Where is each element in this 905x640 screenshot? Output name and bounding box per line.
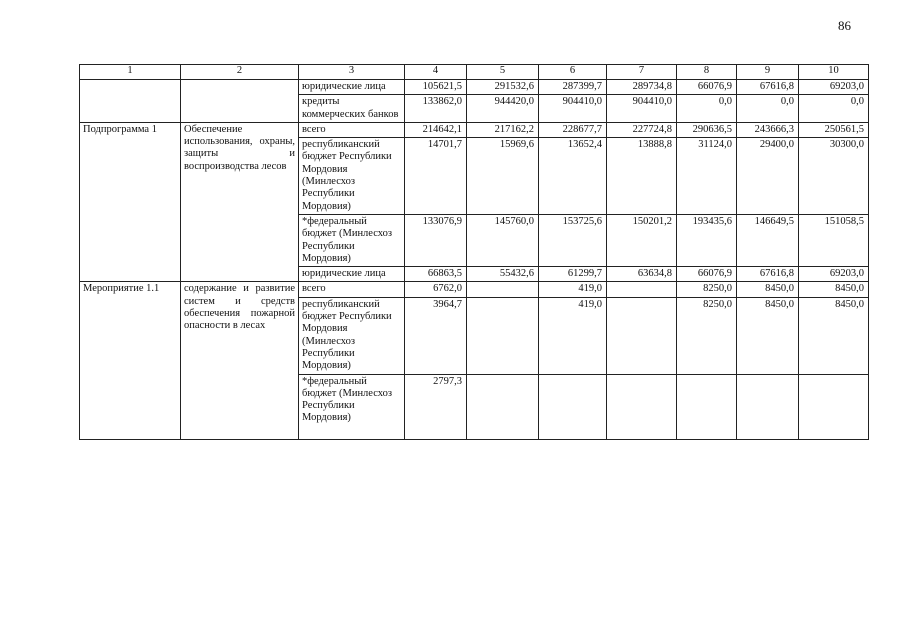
value-cell: 14701,7 [405, 138, 467, 215]
program-cell: Мероприятие 1.1 [80, 282, 181, 439]
value-cell: 146649,5 [737, 214, 799, 266]
value-cell: 69203,0 [799, 80, 869, 95]
column-header: 1 [80, 65, 181, 80]
column-header: 6 [539, 65, 607, 80]
value-cell: 419,0 [539, 297, 607, 374]
value-cell: 0,0 [677, 95, 737, 123]
value-cell: 133076,9 [405, 214, 467, 266]
column-header: 7 [607, 65, 677, 80]
value-cell [799, 374, 869, 439]
value-cell: 8450,0 [799, 297, 869, 374]
value-cell: 217162,2 [467, 122, 539, 137]
value-cell [539, 374, 607, 439]
value-cell: 13652,4 [539, 138, 607, 215]
table-row [80, 122, 869, 137]
description-cell [181, 80, 299, 123]
table-row [80, 282, 869, 297]
column-header: 4 [405, 65, 467, 80]
value-cell [607, 282, 677, 297]
value-cell: 145760,0 [467, 214, 539, 266]
value-cell: 6762,0 [405, 282, 467, 297]
value-cell: 0,0 [737, 95, 799, 123]
funding-source-cell: республиканский бюджет Республики Мордовия (Минлесхоз Республики Мордовия) [299, 297, 405, 374]
value-cell: 243666,3 [737, 122, 799, 137]
value-cell: 214642,1 [405, 122, 467, 137]
page-number: 86 [838, 18, 851, 33]
value-cell: 289734,8 [607, 80, 677, 95]
value-cell: 13888,8 [607, 138, 677, 215]
value-cell: 69203,0 [799, 267, 869, 282]
value-cell: 67616,8 [737, 80, 799, 95]
value-cell: 15969,6 [467, 138, 539, 215]
value-cell: 66076,9 [677, 80, 737, 95]
value-cell: 67616,8 [737, 267, 799, 282]
value-cell [467, 374, 539, 439]
value-cell: 290636,5 [677, 122, 737, 137]
value-cell: 63634,8 [607, 267, 677, 282]
value-cell: 66076,9 [677, 267, 737, 282]
value-cell: 8250,0 [677, 282, 737, 297]
header-row [80, 65, 869, 80]
value-cell: 66863,5 [405, 267, 467, 282]
value-cell: 151058,5 [799, 214, 869, 266]
program-cell [80, 80, 181, 123]
value-cell [467, 282, 539, 297]
funding-source-cell: *федеральный бюджет (Минлесхоз Республики Мордовия) [299, 374, 405, 439]
description-cell: содержание и развитие систем и средств обеспечения пожарной опасности в лесах [181, 282, 299, 439]
column-header: 3 [299, 65, 405, 80]
value-cell [677, 374, 737, 439]
value-cell: 150201,2 [607, 214, 677, 266]
funding-source-cell: юридические лица [299, 267, 405, 282]
value-cell [607, 297, 677, 374]
column-header: 2 [181, 65, 299, 80]
value-cell: 8450,0 [799, 282, 869, 297]
value-cell: 29400,0 [737, 138, 799, 215]
column-header: 5 [467, 65, 539, 80]
value-cell: 904410,0 [607, 95, 677, 123]
funding-source-cell: всего [299, 122, 405, 137]
value-cell: 31124,0 [677, 138, 737, 215]
value-cell: 105621,5 [405, 80, 467, 95]
column-header: 8 [677, 65, 737, 80]
program-cell: Подпрограмма 1 [80, 122, 181, 282]
value-cell: 944420,0 [467, 95, 539, 123]
value-cell: 61299,7 [539, 267, 607, 282]
value-cell: 0,0 [799, 95, 869, 123]
value-cell: 8450,0 [737, 297, 799, 374]
value-cell: 291532,6 [467, 80, 539, 95]
value-cell [467, 297, 539, 374]
description-cell: Обеспечение использования, охраны, защиты и воспроизводства лесов [181, 122, 299, 282]
value-cell: 2797,3 [405, 374, 467, 439]
value-cell: 419,0 [539, 282, 607, 297]
value-cell: 8250,0 [677, 297, 737, 374]
value-cell: 193435,6 [677, 214, 737, 266]
value-cell: 153725,6 [539, 214, 607, 266]
value-cell: 30300,0 [799, 138, 869, 215]
value-cell [607, 374, 677, 439]
value-cell: 227724,8 [607, 122, 677, 137]
table-row [80, 80, 869, 95]
funding-source-cell: всего [299, 282, 405, 297]
funding-source-cell: кредиты коммерческих банков [299, 95, 405, 123]
column-header: 9 [737, 65, 799, 80]
funding-source-cell: *федеральный бюджет (Минлесхоз Республики Мордовия) [299, 214, 405, 266]
value-cell: 8450,0 [737, 282, 799, 297]
value-cell: 287399,7 [539, 80, 607, 95]
value-cell: 3964,7 [405, 297, 467, 374]
funding-source-cell: юридические лица [299, 80, 405, 95]
value-cell: 133862,0 [405, 95, 467, 123]
value-cell: 250561,5 [799, 122, 869, 137]
value-cell: 55432,6 [467, 267, 539, 282]
funding-source-cell: республиканский бюджет Республики Мордовия (Минлесхоз Республики Мордовия) [299, 138, 405, 215]
value-cell: 228677,7 [539, 122, 607, 137]
value-cell [737, 374, 799, 439]
column-header: 10 [799, 65, 869, 80]
budget-table [79, 64, 869, 440]
value-cell: 904410,0 [539, 95, 607, 123]
